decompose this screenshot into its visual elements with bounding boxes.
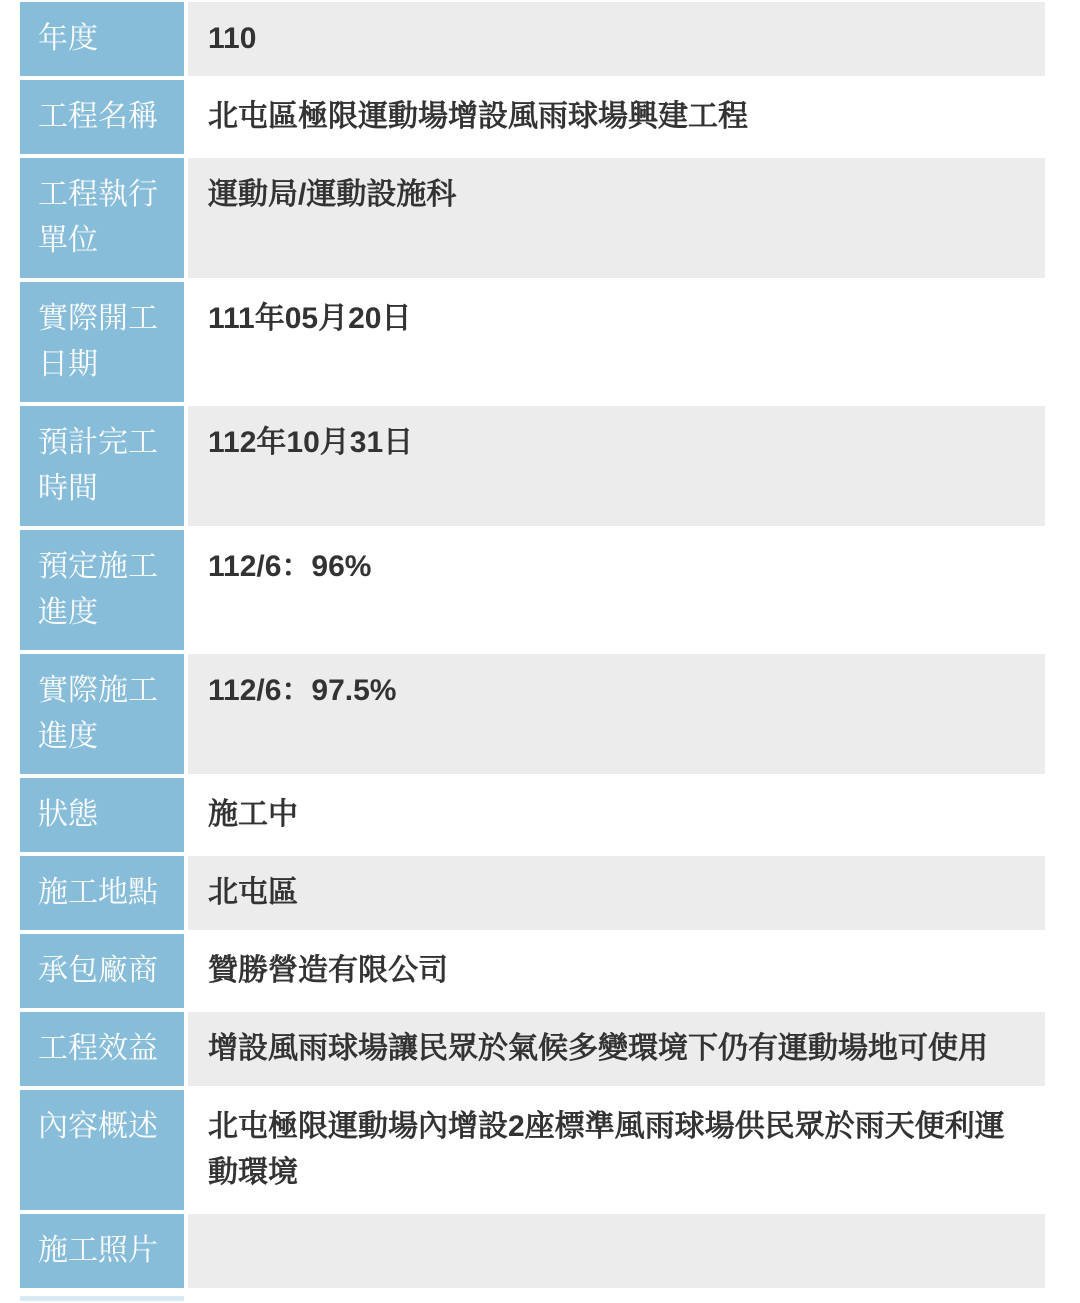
row-label: 預定施工進度	[38, 550, 158, 629]
table-row	[20, 530, 1045, 650]
row-value: 112年10月31日	[208, 426, 414, 459]
row-value-cell	[188, 1012, 1045, 1086]
row-label-cell	[20, 158, 184, 278]
next-row-partial-label-cell	[20, 1296, 184, 1301]
row-label: 施工地點	[38, 876, 158, 909]
row-label-cell	[20, 406, 184, 526]
row-value: 北屯極限運動場內增設2座標準風雨球場供民眾於雨天便利運動環境	[208, 1110, 1005, 1189]
row-value-cell	[188, 158, 1045, 278]
row-value-cell	[188, 856, 1045, 930]
row-value-cell	[188, 778, 1045, 852]
row-value: 贊勝營造有限公司	[208, 954, 448, 987]
row-value-cell	[188, 406, 1045, 526]
row-value: 112/6：97.5%	[208, 674, 397, 707]
row-value: 運動局/運動設施科	[208, 178, 457, 211]
row-label-cell	[20, 282, 184, 402]
row-label-cell	[20, 2, 184, 76]
row-label: 工程效益	[38, 1032, 158, 1065]
table-row	[20, 856, 1045, 930]
row-value-cell	[188, 80, 1045, 154]
row-value-cell	[188, 934, 1045, 1008]
row-label: 工程名稱	[38, 100, 158, 133]
project-table	[20, 2, 1045, 1288]
table-row	[20, 406, 1045, 526]
row-label: 年度	[38, 22, 98, 55]
row-value: 112/6：96%	[208, 550, 372, 583]
row-label: 狀態	[38, 798, 98, 831]
row-label-cell	[20, 1090, 184, 1210]
row-value-cell	[188, 530, 1045, 650]
row-value-cell	[188, 654, 1045, 774]
table-row	[20, 158, 1045, 278]
row-label: 實際施工進度	[38, 674, 158, 753]
row-label-cell	[20, 1214, 184, 1288]
table-row	[20, 2, 1045, 76]
row-value-cell	[188, 1090, 1045, 1210]
table-row	[20, 778, 1045, 852]
table-row	[20, 1090, 1045, 1210]
row-label: 承包廠商	[38, 954, 158, 987]
row-label-cell	[20, 934, 184, 1008]
row-value: 施工中	[208, 798, 298, 831]
table-row	[20, 934, 1045, 1008]
row-value-cell	[188, 1214, 1045, 1288]
row-label-cell	[20, 1012, 184, 1086]
row-label-cell	[20, 856, 184, 930]
row-value-cell	[188, 2, 1045, 76]
row-label: 實際開工日期	[38, 302, 158, 381]
row-label: 工程執行單位	[38, 178, 158, 257]
table-row	[20, 282, 1045, 402]
row-value: 增設風雨球場讓民眾於氣候多變環境下仍有運動場地可使用	[208, 1032, 988, 1065]
row-label: 施工照片	[38, 1234, 158, 1267]
row-label-cell	[20, 530, 184, 650]
row-value: 111年05月20日	[208, 302, 412, 335]
table-row	[20, 80, 1045, 154]
row-label-cell	[20, 654, 184, 774]
row-label-cell	[20, 80, 184, 154]
row-value: 110	[208, 22, 257, 55]
row-label-cell	[20, 778, 184, 852]
row-label: 預計完工時間	[38, 426, 158, 505]
row-value: 北屯區	[208, 876, 298, 909]
row-value-cell	[188, 282, 1045, 402]
table-row	[20, 654, 1045, 774]
table-row	[20, 1012, 1045, 1086]
row-value: 北屯區極限運動場增設風雨球場興建工程	[208, 100, 748, 133]
row-label: 內容概述	[38, 1110, 158, 1143]
table-row	[20, 1214, 1045, 1288]
